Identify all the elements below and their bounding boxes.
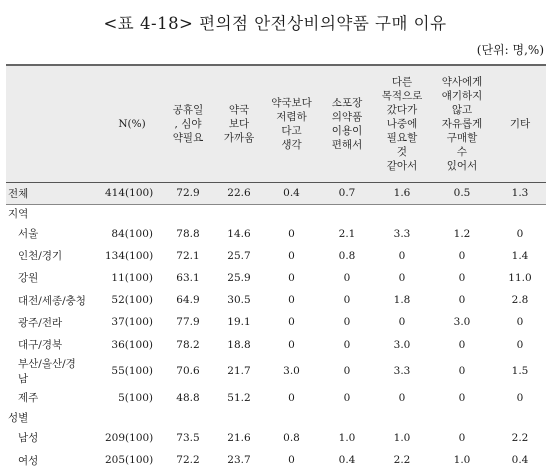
column-header: 소포장 의약품 이용이 편해서 bbox=[320, 65, 374, 182]
header-row bbox=[6, 65, 546, 182]
count-cell: 134(100) bbox=[105, 249, 154, 262]
count-cell: 55(100) bbox=[111, 365, 153, 378]
row-label: 남성 bbox=[18, 432, 39, 445]
value-cell: 18.8 bbox=[227, 338, 251, 351]
value-cell: 0 bbox=[288, 454, 295, 467]
row-label: 대전/세종/충청 bbox=[18, 294, 86, 307]
purchase-reasons-table bbox=[6, 64, 546, 471]
value-cell: 25.9 bbox=[227, 271, 251, 284]
column-header: 다른 목적으로 갔다가 나중에 필요할 것 같아서 bbox=[374, 65, 430, 182]
value-cell: 0 bbox=[398, 391, 406, 404]
value-cell: 0.8 bbox=[283, 431, 300, 444]
value-cell: 22.6 bbox=[215, 182, 263, 204]
value-cell: 0 bbox=[343, 294, 351, 307]
value-cell: 0.8 bbox=[338, 249, 356, 262]
value-cell: 1.5 bbox=[511, 365, 529, 378]
table-row bbox=[6, 387, 546, 409]
value-cell: 21.6 bbox=[227, 431, 251, 444]
count-cell: 209(100) bbox=[105, 431, 154, 444]
section-label: 지역 bbox=[8, 208, 29, 220]
table-row bbox=[6, 245, 546, 267]
value-cell: 0.5 bbox=[430, 182, 494, 204]
value-cell: 0 bbox=[458, 431, 466, 444]
table-row bbox=[6, 427, 546, 449]
value-cell: 0 bbox=[398, 249, 406, 262]
value-cell: 0 bbox=[343, 316, 351, 329]
value-cell: 78.8 bbox=[176, 227, 200, 240]
value-cell: 0.4 bbox=[338, 454, 356, 467]
value-cell: 0 bbox=[458, 294, 466, 307]
value-cell: 1.0 bbox=[338, 431, 356, 444]
value-cell: 70.6 bbox=[176, 365, 200, 378]
table-row bbox=[6, 311, 546, 333]
value-cell: 77.9 bbox=[176, 316, 200, 329]
value-cell: 0 bbox=[343, 391, 351, 404]
column-header: 기타 bbox=[494, 65, 546, 182]
value-cell: 0 bbox=[516, 391, 524, 404]
value-cell: 25.7 bbox=[227, 249, 251, 262]
value-cell: 0 bbox=[458, 365, 466, 378]
value-cell: 3.0 bbox=[283, 365, 300, 378]
row-label: 제주 bbox=[18, 392, 39, 405]
value-cell: 0 bbox=[288, 294, 295, 307]
column-header: 약국보다 저렴하 다고 생각 bbox=[263, 65, 320, 182]
value-cell: 0 bbox=[288, 391, 295, 404]
count-cell: 5(100) bbox=[118, 391, 153, 404]
row-label: 강원 bbox=[18, 272, 39, 285]
column-header: 약국 보다 가까움 bbox=[215, 65, 263, 182]
value-cell: 2.2 bbox=[393, 454, 411, 467]
value-cell: 0 bbox=[288, 249, 295, 262]
value-cell: 1.8 bbox=[393, 294, 411, 307]
value-cell: 1.4 bbox=[511, 249, 529, 262]
value-cell: 0 bbox=[288, 316, 295, 329]
value-cell: 0 bbox=[458, 338, 466, 351]
value-cell: 73.5 bbox=[176, 431, 200, 444]
value-cell: 1.0 bbox=[453, 454, 471, 467]
value-cell: 48.8 bbox=[176, 391, 200, 404]
count-cell: 11(100) bbox=[111, 271, 153, 284]
value-cell: 3.3 bbox=[393, 227, 411, 240]
value-cell: 2.8 bbox=[511, 294, 529, 307]
row-label: 광주/전라 bbox=[18, 316, 63, 329]
value-cell: 0 bbox=[516, 316, 524, 329]
value-cell: 0 bbox=[458, 271, 466, 284]
value-cell: 72.2 bbox=[176, 454, 200, 467]
table-row bbox=[6, 223, 546, 245]
value-cell: 0 bbox=[343, 271, 351, 284]
value-cell: 0 bbox=[458, 391, 466, 404]
value-cell: 1.6 bbox=[374, 182, 430, 204]
row-label: 인천/경기 bbox=[18, 250, 63, 263]
count-cell: 37(100) bbox=[111, 316, 153, 329]
value-cell: 0 bbox=[516, 227, 524, 240]
value-cell: 30.5 bbox=[227, 294, 251, 307]
column-header: 약사에게 얘기하지 않고 자유롭게 구매할 수 있어서 bbox=[430, 65, 494, 182]
table-body bbox=[6, 182, 546, 471]
value-cell: 1.3 bbox=[494, 182, 546, 204]
column-header: N(%) bbox=[103, 65, 161, 182]
row-label: 대구/경북 bbox=[18, 339, 63, 352]
value-cell: 72.9 bbox=[161, 182, 215, 204]
value-cell: 0 bbox=[343, 338, 351, 351]
section-label: 성별 bbox=[8, 412, 29, 425]
count-cell: 205(100) bbox=[105, 454, 154, 467]
count-cell: 52(100) bbox=[111, 294, 153, 307]
count-cell: 414(100) bbox=[103, 182, 161, 204]
value-cell: 64.9 bbox=[176, 294, 200, 307]
count-cell: 84(100) bbox=[111, 227, 153, 240]
value-cell: 0 bbox=[458, 249, 466, 262]
value-cell: 1.0 bbox=[393, 431, 411, 444]
value-cell: 0 bbox=[516, 338, 524, 351]
value-cell: 2.2 bbox=[511, 431, 529, 444]
value-cell: 72.1 bbox=[176, 249, 200, 262]
value-cell: 78.2 bbox=[176, 338, 200, 351]
value-cell: 14.6 bbox=[227, 227, 251, 240]
value-cell: 0 bbox=[398, 316, 406, 329]
value-cell: 51.2 bbox=[227, 391, 251, 404]
value-cell: 0.7 bbox=[320, 182, 374, 204]
row-label: 서울 bbox=[18, 228, 39, 241]
table-row bbox=[6, 289, 546, 311]
value-cell: 63.1 bbox=[176, 271, 200, 284]
row-label: 부산/울산/경 남 bbox=[18, 358, 76, 386]
value-cell: 2.1 bbox=[338, 227, 356, 240]
table-row bbox=[6, 267, 546, 289]
value-cell: 3.0 bbox=[393, 338, 411, 351]
section-row bbox=[6, 204, 546, 223]
table-title: <표 4-18> 편의점 안전상비의약품 구매 이유 bbox=[103, 14, 447, 33]
value-cell: 3.3 bbox=[393, 365, 411, 378]
value-cell: 0 bbox=[343, 365, 351, 378]
count-cell: 36(100) bbox=[111, 338, 153, 351]
row-label: 전체 bbox=[6, 182, 103, 204]
table-row bbox=[6, 449, 546, 471]
value-cell: 19.1 bbox=[227, 316, 251, 329]
value-cell: 0 bbox=[288, 227, 295, 240]
value-cell: 0.4 bbox=[263, 182, 320, 204]
value-cell: 0 bbox=[398, 271, 406, 284]
column-header bbox=[6, 65, 103, 182]
value-cell: 11.0 bbox=[508, 271, 532, 284]
value-cell: 21.7 bbox=[227, 365, 251, 378]
value-cell: 0.4 bbox=[511, 454, 529, 467]
column-header: 공휴일 , 심야 약필요 bbox=[161, 65, 215, 182]
section-row bbox=[6, 409, 546, 427]
value-cell: 3.0 bbox=[453, 316, 471, 329]
value-cell: 0 bbox=[288, 271, 295, 284]
row-label: 여성 bbox=[18, 454, 39, 467]
value-cell: 23.7 bbox=[227, 454, 251, 467]
table-row bbox=[6, 333, 546, 355]
unit-note: (단위: 명,%) bbox=[476, 43, 544, 57]
value-cell: 1.2 bbox=[453, 227, 471, 240]
total-row bbox=[6, 182, 546, 204]
table-row bbox=[6, 356, 546, 387]
value-cell: 0 bbox=[288, 338, 295, 351]
